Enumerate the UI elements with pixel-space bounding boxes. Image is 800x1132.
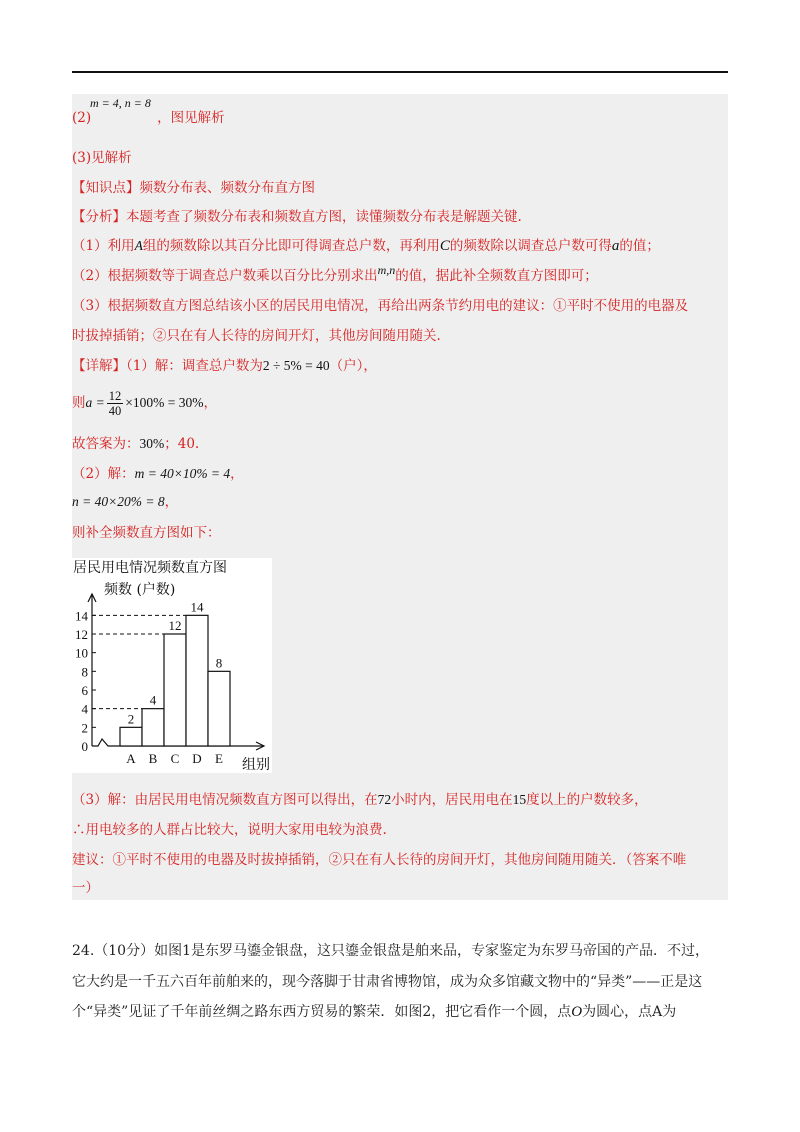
y-tick-label: 2 xyxy=(81,720,88,736)
y-tick-label: 10 xyxy=(75,645,88,661)
part2-tail: ，图见解析 xyxy=(157,110,225,126)
var-C: C xyxy=(439,238,450,254)
detail-s1-a: （1）解：调查总户数为 xyxy=(126,358,263,374)
detail-line-1 xyxy=(72,356,377,376)
var-A: A xyxy=(134,238,143,253)
part3-line-4: 一） xyxy=(72,880,99,896)
part3-line-1 xyxy=(72,790,648,810)
var-a: a xyxy=(611,238,620,254)
q24-l3-b: 为圆心，点A为 xyxy=(582,1004,677,1020)
chart-x-axis-label: 组别 xyxy=(242,757,270,773)
analysis-point-1 xyxy=(72,236,660,256)
x-category-label: D xyxy=(192,751,202,766)
detail-s1-expr: 2 ÷ 5% = 40 xyxy=(262,358,330,373)
part3-l1-n1: 72 xyxy=(377,792,392,807)
part3-header: (3)见解析 xyxy=(72,150,132,166)
chart-y-axis-label: 频数 (户数) xyxy=(104,582,176,598)
detail-line-4 xyxy=(72,464,244,484)
bar-value-label: 4 xyxy=(149,692,157,708)
detail-s2-rhs: ×100% = 30% xyxy=(125,395,204,410)
detail-s3-val: 30% xyxy=(139,436,165,451)
x-category-label: E xyxy=(215,751,223,766)
knowledge-tag: 【知识点】 xyxy=(72,180,140,196)
analysis-tag: 【分析】 xyxy=(72,209,126,225)
analysis-point-2 xyxy=(72,263,598,286)
y-tick-label: 12 xyxy=(75,627,88,642)
detail-s2-lhs: a = xyxy=(85,395,105,410)
bar-value-label: 12 xyxy=(168,618,182,633)
q24-line-1: 24.（10分）如图1是东罗马鎏金银盘，这只鎏金银盘是舶来品，专家鉴定为东罗马帝国的产品．不过， xyxy=(72,943,709,959)
histogram-bar xyxy=(186,615,208,746)
detail-tag: 【详解】 xyxy=(72,358,126,374)
var-O: O xyxy=(571,1004,583,1020)
knowledge-text: 频数分布表、频数分布直方图 xyxy=(139,180,315,196)
knowledge-line xyxy=(72,178,315,198)
part2-number: (2) xyxy=(72,110,92,126)
analysis-p1-c: 的频数除以调查总户数可得 xyxy=(449,238,612,254)
analysis-p2-b: 的值，据此补全频数直方图即可； xyxy=(395,268,598,284)
q24-l3-a: 个“异类”见证了千年前丝绸之路东西方贸易的繁荣．如图2，把它看作一个圆，点 xyxy=(72,1004,572,1020)
bar-value-label: 8 xyxy=(215,655,223,671)
x-category-label: A xyxy=(126,751,136,766)
histogram-container xyxy=(72,558,272,773)
y-tick-label: 4 xyxy=(81,701,88,717)
part3-line-2: ∴用电较多的人群占比较大，说明大家用电较为浪费. xyxy=(72,822,387,838)
part3-l1-a: （3）解：由居民用电情况频数直方图可以得出，在 xyxy=(72,792,378,808)
fraction-denominator: 40 xyxy=(108,404,122,418)
detail-line-5 xyxy=(72,492,178,512)
part3-line-3: 建议：①平时不使用的电器及时拔掉插销，②只在有人长待的房间开灯，其他房间随用随关．（答案不唯 xyxy=(72,852,687,868)
detail-line-6: 则补全频数直方图如下： xyxy=(72,525,221,541)
analysis-p2-a: （2）根据频数等于调查总户数乘以百分比分别求出 xyxy=(72,268,378,284)
detail-s4-prefix: （2）解： xyxy=(72,466,135,482)
part2-formula: m = 4, n = 8 xyxy=(90,96,151,110)
detail-s1-b: （户）， xyxy=(329,358,377,374)
part3-l1-n2: 15 xyxy=(512,792,527,807)
q24-line-2: 它大约是一千五六百年前舶来的，现今落脚于甘肃省博物馆，成为众多馆藏文物中的“异类”——正是这 xyxy=(72,974,703,990)
top-rule xyxy=(72,71,728,73)
histogram-bar xyxy=(208,671,230,746)
y-tick-label: 8 xyxy=(81,664,88,680)
part2-header xyxy=(72,108,225,128)
chart-title: 居民用电情况频数直方图 xyxy=(73,560,227,576)
detail-s4-suffix: ， xyxy=(230,466,244,482)
detail-s3-prefix: 故答案为： xyxy=(72,436,140,452)
analysis-p1-d: 的值； xyxy=(619,238,660,254)
detail-s3-val2: 40. xyxy=(177,436,200,452)
detail-line-3 xyxy=(72,434,199,454)
fraction-numerator: 12 xyxy=(108,389,122,403)
y-tick-label: 0 xyxy=(81,739,88,754)
y-tick-label: 6 xyxy=(81,683,88,698)
detail-s4-expr: m = 40×10% = 4 xyxy=(134,466,231,481)
analysis-point-3-line1: （3）根据频数直方图总结该小区的居民用电情况，再给出两条节约用电的建议：①平时不使用的电器及 xyxy=(72,298,689,314)
analysis-point-3-line2: 时拔掉插销；②只在有人长待的房间开灯，其他房间随用随关. xyxy=(72,328,441,344)
part3-l1-c: 度以上的户数较多， xyxy=(526,792,648,808)
detail-s5-suffix: ， xyxy=(164,494,179,510)
bar-value-label: 14 xyxy=(190,599,204,615)
var-mn: m,n xyxy=(377,263,396,277)
histogram-bar xyxy=(142,709,164,746)
detail-s2-suffix: ， xyxy=(203,395,217,411)
detail-s5-expr: n = 40×20% = 8 xyxy=(72,494,165,509)
detail-s3-sep: ； xyxy=(164,436,178,452)
q24-line-3 xyxy=(72,1002,676,1022)
analysis-text: 本题考查了频数分布表和频数直方图，读懂频数分布表是解题关键. xyxy=(126,209,522,225)
analysis-p1-a: （1）利用 xyxy=(72,238,135,254)
analysis-p1-b: 组的频数除以其百分比即可得调查总户数，再利用 xyxy=(142,238,440,254)
histogram-bar xyxy=(164,634,186,746)
y-tick-label: 14 xyxy=(75,608,88,624)
histogram-chart xyxy=(72,558,272,773)
histogram-bar xyxy=(120,727,142,746)
fraction-12-40 xyxy=(107,389,124,418)
detail-line-2 xyxy=(72,388,217,418)
analysis-line xyxy=(72,207,522,227)
detail-s2-prefix: 则 xyxy=(72,395,86,411)
part3-l1-b: 小时内，居民用电在 xyxy=(391,792,513,808)
x-category-label: C xyxy=(170,751,180,766)
x-category-label: B xyxy=(148,751,158,766)
bar-value-label: 2 xyxy=(127,711,135,727)
